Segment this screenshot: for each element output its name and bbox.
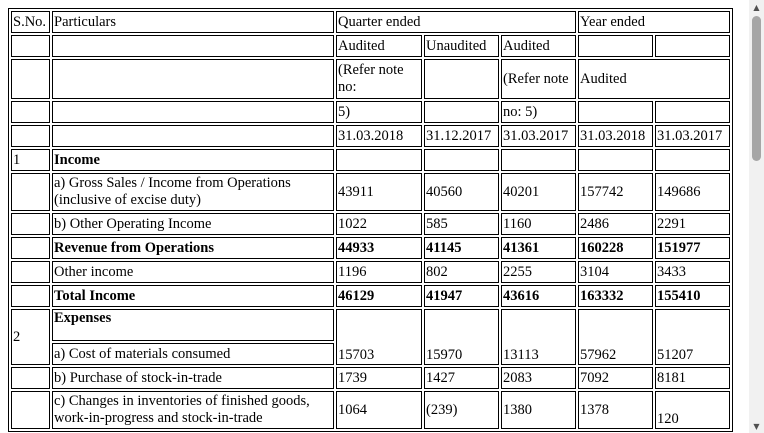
value-cell: 41361 (501, 237, 576, 259)
table-row (11, 285, 730, 307)
value-cell: 43911 (336, 173, 422, 211)
empty-cell (11, 261, 50, 283)
financial-results-table (8, 8, 733, 432)
row-label: c) Changes in inventories of finished goods, work-in-progress and stock-in-trade (52, 391, 334, 429)
value-cell: 2291 (655, 213, 730, 235)
value-cell: 585 (424, 213, 499, 235)
empty-cell (11, 391, 50, 429)
date-cell: 31.03.2017 (501, 125, 576, 147)
row-label: a) Cost of materials consumed (52, 343, 334, 365)
unaudited-header-q2: Unaudited (424, 35, 499, 57)
header-row-3 (11, 59, 730, 99)
value-cell: 3104 (578, 261, 653, 283)
audited-year-header: Audited (578, 59, 730, 99)
empty-cell (655, 149, 730, 171)
table-row (11, 173, 730, 211)
value-cell: 1739 (336, 367, 422, 389)
scroll-up-arrow-icon[interactable]: ▲ (753, 2, 760, 12)
value-cell: 41947 (424, 285, 499, 307)
header-row-2 (11, 35, 730, 57)
value-cell: 1064 (336, 391, 422, 429)
value-cell: 160228 (578, 237, 653, 259)
empty-cell (578, 35, 653, 57)
date-cell: 31.03.2018 (578, 125, 653, 147)
date-row (11, 125, 730, 147)
row-label: Total Income (52, 285, 334, 307)
section-title: Income (52, 149, 334, 171)
empty-cell (655, 101, 730, 123)
empty-cell (578, 101, 653, 123)
value-cell: 151977 (655, 237, 730, 259)
vertical-scrollbar[interactable] (749, 0, 764, 433)
value-cell: 1160 (501, 213, 576, 235)
value-cell: 149686 (655, 173, 730, 211)
year-ended-header: Year ended (578, 11, 730, 33)
row-label: Other income (52, 261, 334, 283)
empty-cell (11, 101, 50, 123)
table-row (11, 213, 730, 235)
refer-note-q1: (Refer note no: (336, 59, 422, 99)
row-label: b) Purchase of stock-in-trade (52, 367, 334, 389)
date-cell: 31.03.2018 (336, 125, 422, 147)
value-cell: 802 (424, 261, 499, 283)
value-cell: 15703 (336, 309, 422, 365)
value-cell: 13113 (501, 309, 576, 365)
value-cell: 7092 (578, 367, 653, 389)
value-cell: 46129 (336, 285, 422, 307)
value-cell: 157742 (578, 173, 653, 211)
empty-cell (11, 125, 50, 147)
empty-cell (11, 285, 50, 307)
value-cell: 1196 (336, 261, 422, 283)
value-cell: 2083 (501, 367, 576, 389)
table-row (11, 367, 730, 389)
value-cell: 51207 (655, 309, 730, 365)
row-label: a) Gross Sales / Income from Operations (inclusive of excise duty) (52, 173, 334, 211)
empty-cell (11, 237, 50, 259)
income-section-row (11, 149, 730, 171)
empty-cell (52, 59, 334, 99)
value-cell: 2255 (501, 261, 576, 283)
empty-cell (424, 149, 499, 171)
value-cell: 43616 (501, 285, 576, 307)
empty-cell (501, 149, 576, 171)
empty-cell (11, 59, 50, 99)
audited-header-q3: Audited (501, 35, 576, 57)
section-number: 2 (11, 309, 50, 365)
value-cell: 2486 (578, 213, 653, 235)
value-cell: 8181 (655, 367, 730, 389)
value-cell: 15970 (424, 309, 499, 365)
value-cell: 3433 (655, 261, 730, 283)
value-cell: 1427 (424, 367, 499, 389)
value-cell: 40560 (424, 173, 499, 211)
value-cell: 44933 (336, 237, 422, 259)
table-row (11, 237, 730, 259)
value-cell: 163332 (578, 285, 653, 307)
value-cell: (239) (424, 391, 499, 429)
value-cell: 120 (655, 391, 730, 429)
empty-cell (11, 213, 50, 235)
value-cell: 40201 (501, 173, 576, 211)
audited-header-q1: Audited (336, 35, 422, 57)
date-cell: 31.03.2017 (655, 125, 730, 147)
empty-cell (655, 35, 730, 57)
value-cell: 155410 (655, 285, 730, 307)
quarter-ended-header: Quarter ended (336, 11, 576, 33)
empty-cell (11, 173, 50, 211)
value-cell: 41145 (424, 237, 499, 259)
particulars-header: Particulars (52, 11, 334, 33)
expenses-section-row (11, 309, 730, 341)
empty-cell (52, 125, 334, 147)
row-label: Revenue from Operations (52, 237, 334, 259)
sno-header: S.No. (11, 11, 50, 33)
date-cell: 31.12.2017 (424, 125, 499, 147)
empty-cell (11, 367, 50, 389)
value-cell: 1378 (578, 391, 653, 429)
empty-cell (11, 35, 50, 57)
scroll-down-arrow-icon[interactable]: ▼ (753, 421, 760, 431)
value-cell: 57962 (578, 309, 653, 365)
empty-cell (52, 101, 334, 123)
empty-cell (52, 35, 334, 57)
refer-note-q3-cont: no: 5) (501, 101, 576, 123)
table-row (11, 391, 730, 429)
header-row-4 (11, 101, 730, 123)
empty-cell (424, 101, 499, 123)
table-row (11, 261, 730, 283)
section-title: Expenses (52, 309, 334, 341)
value-cell: 1380 (501, 391, 576, 429)
scrollbar-thumb[interactable] (752, 16, 761, 161)
refer-note-q1-cont: 5) (336, 101, 422, 123)
empty-cell (336, 149, 422, 171)
value-cell: 1022 (336, 213, 422, 235)
empty-cell (424, 59, 499, 99)
row-label: b) Other Operating Income (52, 213, 334, 235)
section-number: 1 (11, 149, 50, 171)
header-row-1 (11, 11, 730, 33)
refer-note-q3: (Refer note (501, 59, 576, 99)
empty-cell (578, 149, 653, 171)
